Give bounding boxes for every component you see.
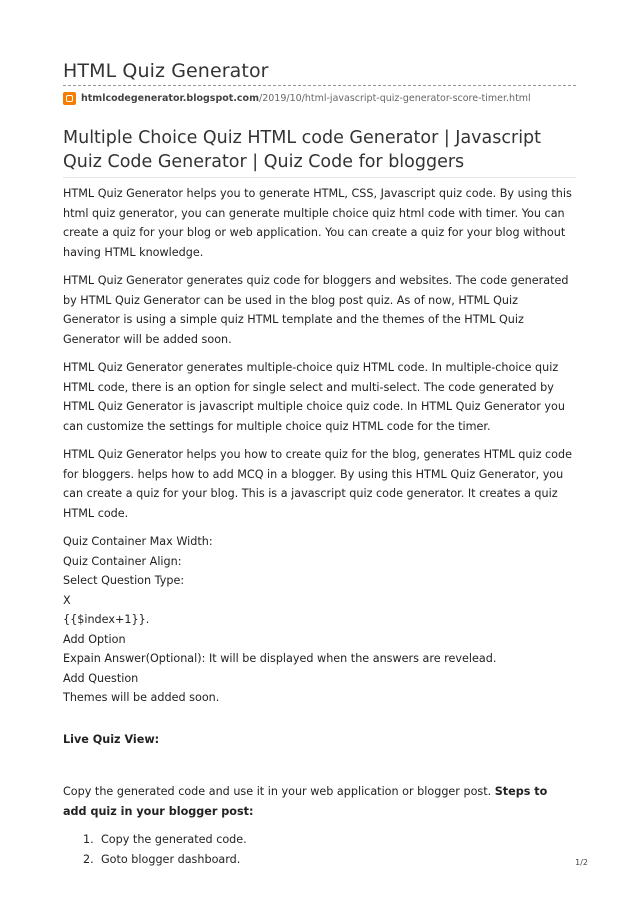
step-text: Goto blogger dashboard.	[101, 852, 241, 866]
live-quiz-view-heading: Live Quiz View:	[63, 732, 160, 746]
steps-label: Steps to add quiz in your blogger post:	[63, 785, 548, 818]
site-title: HTML Quiz Generator	[63, 60, 269, 82]
step-number: 1.	[83, 833, 94, 846]
page-number: 1/2	[575, 858, 588, 867]
article-title: Multiple Choice Quiz HTML code Generator | Javascript Quiz Code Generator | Quiz Code for bloggers	[63, 128, 542, 172]
remove-x[interactable]: X	[63, 593, 71, 607]
index-template: {{$index+1}}.	[63, 613, 150, 626]
max-width-label: Quiz Container Max Width:	[63, 535, 213, 548]
themes-note: Themes will be added soon.	[63, 691, 220, 704]
step-text: Copy the generated code.	[101, 833, 247, 846]
paragraph: HTML Quiz Generator helps you how to create quiz for the blog, generates HTML quiz code for bloggers. helps how to add MCQ in a blogger. By using this HTML Quiz Generator, you can create a quiz for your blog. This is a javascript quiz code generator. It creates a quiz HTML code.	[63, 448, 572, 520]
blogger-icon	[63, 92, 76, 105]
header-divider	[63, 85, 576, 86]
list-item	[83, 830, 573, 850]
quiz-form-lines	[63, 532, 573, 708]
step-number: 2.	[83, 852, 94, 866]
copy-text: Copy the generated code and use it in your web application or blogger post.	[63, 785, 492, 798]
add-question-link[interactable]: Add Question	[63, 671, 139, 685]
source-domain[interactable]: htmlcodegenerator.blogspot.com	[81, 93, 259, 104]
paragraph: HTML Quiz Generator helps you to generate HTML, CSS, Javascript quiz code. By using this html quiz generator, you can generate multiple choice quiz html code with timer. You can create a quiz for your blog or web application. You can create a quiz for your blog without having HTML knowledge.	[63, 187, 572, 259]
steps-list	[83, 830, 573, 869]
explain-answer-label: Expain Answer(Optional): It will be displayed when the answers are revelead.	[63, 652, 497, 665]
list-item	[83, 850, 573, 870]
article-body	[63, 184, 573, 869]
source-url[interactable]	[63, 92, 531, 105]
paragraph: HTML Quiz Generator generates quiz code for bloggers and websites. The code generated by HTML Quiz Generator can be used in the blog post quiz. As of now, HTML Quiz Generator is using a simple quiz HTML template and the themes of the HTML Quiz Generator will be added soon.	[63, 274, 569, 346]
title-divider	[63, 177, 576, 178]
add-option-link[interactable]: Add Option	[63, 632, 126, 646]
align-label: Quiz Container Align:	[63, 554, 182, 568]
copy-instructions	[63, 782, 573, 821]
paragraph: HTML Quiz Generator generates multiple-choice quiz HTML code. In multiple-choice quiz HTML code, there is an option for single select and multi-select. The code generated by HTML Quiz Generator is javascript multiple choice quiz code. In HTML Quiz Generator you can customize the settings for multiple choice quiz HTML code for the timer.	[63, 361, 565, 433]
question-type-label: Select Question Type:	[63, 574, 185, 587]
source-path[interactable]: /2019/10/html-javascript-quiz-generator-score-timer.html	[259, 93, 531, 104]
